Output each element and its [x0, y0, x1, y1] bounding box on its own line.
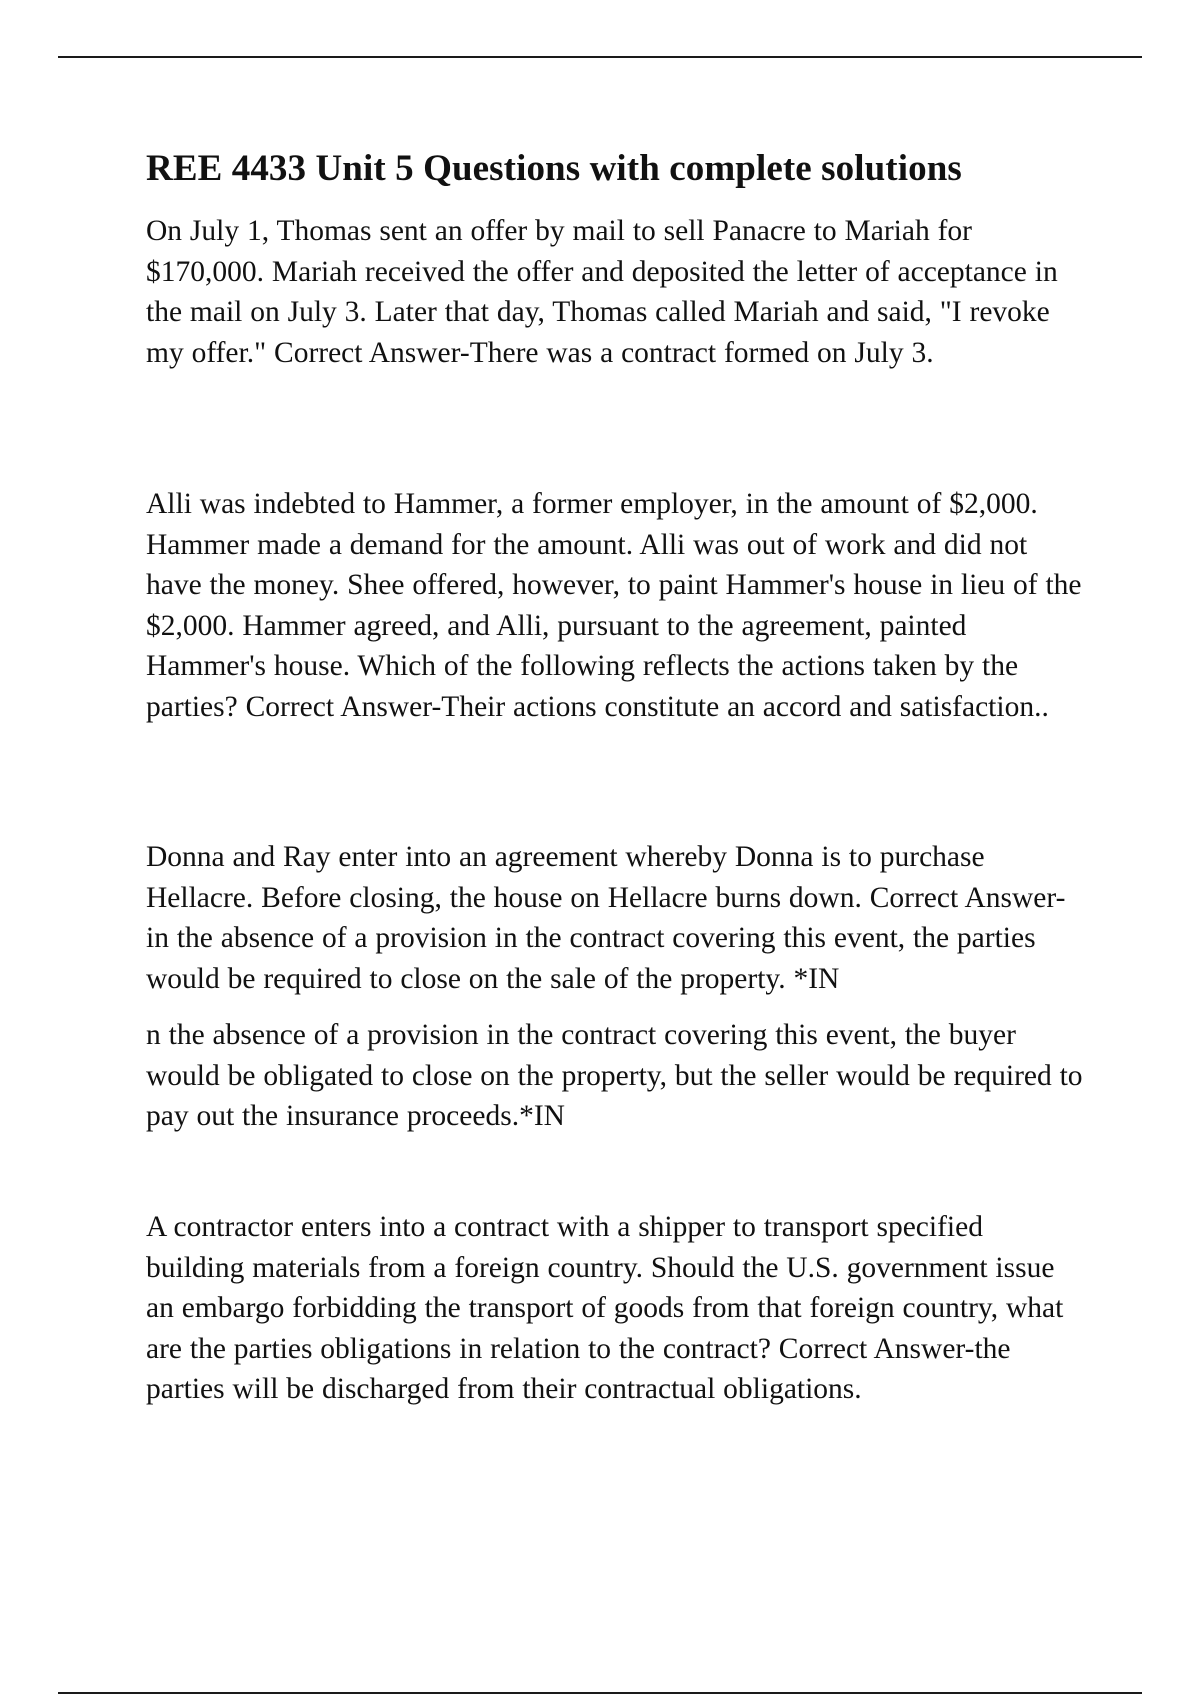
bottom-divider [58, 1692, 1142, 1694]
document-page [146, 145, 1086, 1405]
question-paragraph-2: Alli was indebted to Hammer, a former employer, in the amount of $2,000. Hammer made a demand for the amount. Alli was out of work and did not have the money. Shee offered, however, to paint Hammer's house in lieu of the $2,000. Hammer agreed, and Alli, pursuant to the agreement, painted Hammer's house. Which of the following reflects the actions taken by the parties? Correct Answer-Their actions constitute an accord and satisfaction.. [146, 488, 1082, 723]
question-paragraph-1: On July 1, Thomas sent an offer by mail to sell Panacre to Mariah for $170,000. Mariah received the offer and deposited the letter of acceptance in the mail on July 3. Later that day, Thomas called Mariah and said, "I revoke my offer." Correct Answer-There was a contract formed on July 3. [146, 215, 1058, 369]
top-divider [58, 56, 1142, 58]
document-title: REE 4433 Unit 5 Questions with complete solutions [146, 148, 962, 189]
question-paragraph-3-continued: n the absence of a provision in the contract covering this event, the buyer would be obligated to close on the property, but the seller would be required to pay out the insurance proceeds.*IN [146, 1019, 1083, 1132]
question-paragraph-3: Donna and Ray enter into an agreement whereby Donna is to purchase Hellacre. Before closing, the house on Hellacre burns down. Correct Answer-in the absence of a provision in the contract covering this event, the parties would be required to close on the sale of the property. *IN [146, 841, 1066, 995]
question-paragraph-4: A contractor enters into a contract with a shipper to transport specified building materials from a foreign country. Should the U.S. government issue an embargo forbidding the transport of goods from that foreign country, what are the parties obligations in relation to the contract? Correct Answer-the parties will be discharged from their contractual obligations. [146, 1211, 1064, 1405]
